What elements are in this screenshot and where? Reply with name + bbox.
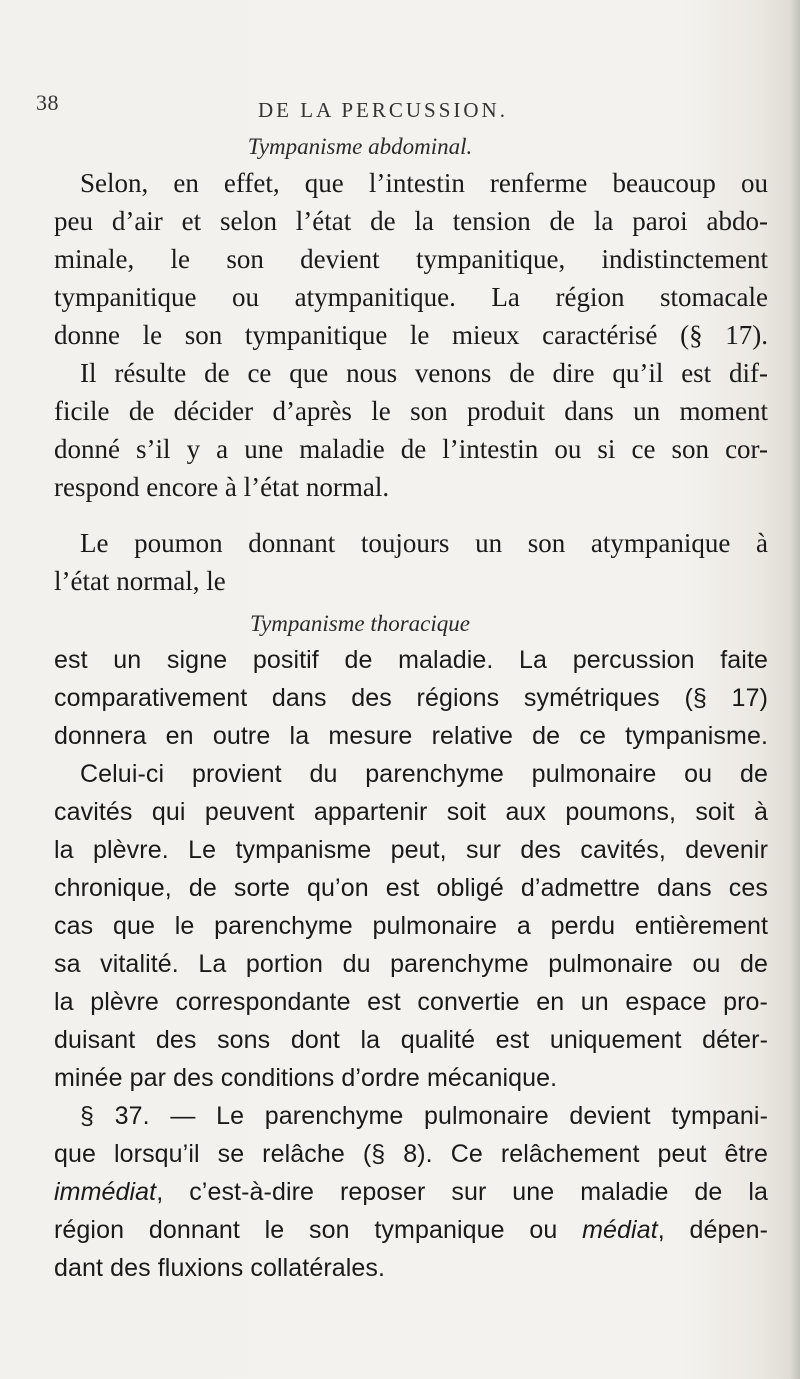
text-line: Le poumon donnant toujours un son atympanique à bbox=[80, 528, 768, 558]
text-line: duisant des sons dont la qualité est uniquement déter- bbox=[54, 1026, 768, 1054]
italic-term: immédiat bbox=[54, 1178, 157, 1206]
page-number: 38 bbox=[36, 90, 59, 115]
text-line: ficile de décider d’après le son produit dans un moment bbox=[54, 396, 768, 426]
text-line: dant des fluxions collatérales. bbox=[54, 1254, 386, 1282]
text-line: la plèvre correspondante est convertie en un espace pro- bbox=[54, 988, 768, 1016]
italic-term: médiat bbox=[582, 1216, 658, 1244]
text-line bbox=[54, 1180, 768, 1205]
text-line: sa vitalité. La portion du parenchyme pulmonaire ou de bbox=[54, 950, 768, 978]
text-line: Celui-ci provient du parenchyme pulmonaire ou de bbox=[80, 760, 768, 788]
running-head: DE LA PERCUSSION. bbox=[258, 98, 508, 122]
text-line: donné s’il y a une maladie de l’intestin ou si ce son cor- bbox=[54, 434, 768, 464]
subheading-abdominal: Tympanisme abdominal. bbox=[247, 134, 473, 159]
page-edge-shadow bbox=[790, 0, 800, 1379]
subheading-thoracique: Tympanisme thoracique bbox=[250, 611, 470, 636]
text-line: minale, le son devient tympanitique, indistinctement bbox=[54, 244, 768, 274]
text-line: respond encore à l’état normal. bbox=[54, 472, 390, 502]
text-line: tympanitique ou atympanitique. La région stomacale bbox=[54, 282, 768, 312]
text-line: peu d’air et selon l’état de la tension de la paroi abdo- bbox=[54, 206, 768, 236]
text-line: Selon, en effet, que l’intestin renferme beaucoup ou bbox=[80, 168, 768, 198]
text-line: minée par des conditions d’ordre mécanique. bbox=[54, 1064, 558, 1092]
text-line: l’état normal, le bbox=[54, 566, 226, 596]
text-line: Il résulte de ce que nous venons de dire qu’il est dif- bbox=[80, 358, 768, 388]
text-line: cavités qui peuvent appartenir soit aux poumons, soit à bbox=[54, 798, 768, 826]
text-line: donnera en outre la mesure relative de ce tympanisme. bbox=[54, 722, 768, 750]
text-line: § 37. — Le parenchyme pulmonaire devient tympani- bbox=[80, 1102, 768, 1130]
text-span: région donnant le son tympanique ou bbox=[54, 1216, 583, 1244]
text-span: , dépen- bbox=[657, 1216, 768, 1244]
text-line: est un signe positif de maladie. La percussion faite bbox=[54, 646, 768, 674]
text-line: comparativement dans des régions symétriques (§ 17) bbox=[54, 684, 768, 712]
text-line: la plèvre. Le tympanisme peut, sur des cavités, devenir bbox=[54, 836, 768, 864]
text-line bbox=[54, 1218, 768, 1243]
text-line: que lorsqu’il se relâche (§ 8). Ce relâchement peut être bbox=[54, 1140, 768, 1168]
text-span: , c’est-à-dire reposer sur une maladie de la bbox=[156, 1178, 768, 1206]
text-line: donne le son tympanitique le mieux caractérisé (§ 17). bbox=[54, 320, 768, 350]
text-line: chronique, de sorte qu’on est obligé d’admettre dans ces bbox=[54, 874, 768, 902]
text-line: cas que le parenchyme pulmonaire a perdu entièrement bbox=[54, 912, 768, 940]
